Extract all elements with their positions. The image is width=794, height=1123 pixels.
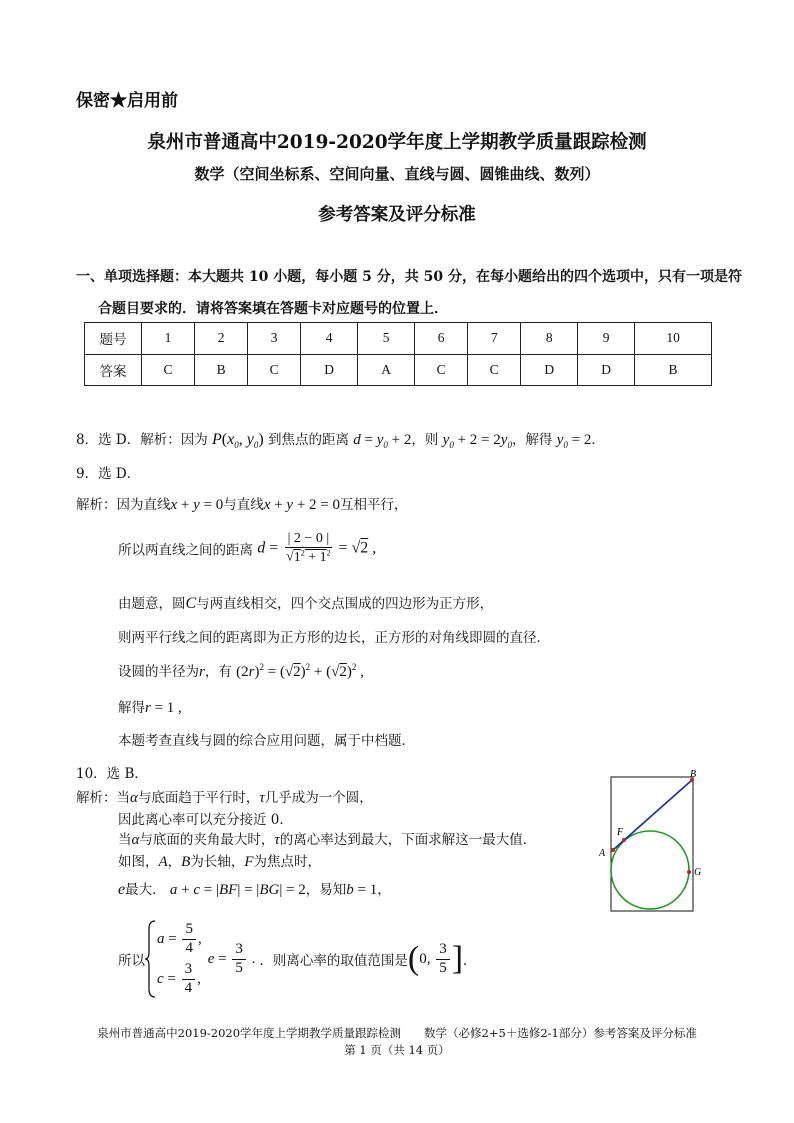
q10-interval: ( 0, $\frac{3}{5}$ ] bbox=[407, 940, 464, 977]
doc-title: 参考答案及评分标准 bbox=[318, 205, 476, 225]
point-f bbox=[622, 838, 626, 842]
q10-text: 的离心率达到最大，下面求解这一最大值． bbox=[279, 832, 537, 848]
label-g: G bbox=[694, 867, 702, 878]
q8-formula-d: $d = y_0 + 2$ bbox=[353, 432, 412, 450]
figure-frame bbox=[611, 777, 693, 911]
table-cell: 7 bbox=[468, 323, 521, 355]
table-header-cell: 答案 bbox=[85, 354, 142, 386]
q10-line1 bbox=[76, 786, 373, 807]
q9-line7: 本题考查直线与圆的综合应用问题，属于中档题． bbox=[118, 733, 415, 749]
table-cell: C bbox=[248, 354, 301, 386]
q10-formula: b = 1 bbox=[346, 882, 378, 898]
q9-text: 与直线 bbox=[223, 497, 264, 513]
q9-fraction: $\frac{| 2 - 0 |}{√1^2 + 1^2}$ bbox=[286, 531, 331, 565]
q10-text: 为焦点时， bbox=[253, 854, 322, 870]
q9-formula: x + y + 2 = 0 bbox=[263, 497, 341, 513]
table-row-answers bbox=[85, 354, 712, 386]
figure-circle bbox=[611, 831, 689, 909]
q10-text: 解析：当 bbox=[76, 790, 130, 806]
table-cell: D bbox=[521, 354, 578, 386]
q9-head: 9．选 D． bbox=[76, 466, 141, 482]
q8-formula-eq: $y_0 + 2 = 2y_0$ bbox=[442, 432, 512, 450]
q9-formula: r bbox=[199, 664, 205, 680]
q10-alpha: α bbox=[130, 790, 138, 806]
q8-text-b: 到焦点的距离 bbox=[267, 432, 349, 448]
q8-text-a: 8．选 D．解析：因为 bbox=[76, 432, 208, 448]
point-g bbox=[687, 870, 691, 874]
table-header-cell: 题号 bbox=[85, 323, 142, 355]
q9-formula: r = 1 , bbox=[145, 700, 182, 716]
table-row-numbers bbox=[85, 323, 712, 355]
q8-formula-result: $y_0 = 2$ bbox=[556, 432, 592, 450]
q9-text: 解析：因为直线 bbox=[76, 497, 171, 513]
q10-text: ． bbox=[463, 953, 477, 969]
label-a: A bbox=[599, 848, 606, 859]
q10-text: 与底面趋于平行时， bbox=[137, 790, 260, 806]
answer-table bbox=[84, 322, 712, 386]
secret-label: 保密★启用前 bbox=[76, 91, 178, 111]
q9-line4: 则两平行线之间的距离即为正方形的边长，正方形的对角线即圆的直径． bbox=[118, 630, 550, 646]
q9-line6 bbox=[118, 696, 182, 717]
q8-point: $P(x_0$, $y_0$) bbox=[212, 431, 264, 451]
table-cell: 5 bbox=[358, 323, 415, 355]
subject-line: 数学（空间坐标系、空间向量、直线与圆、圆锥曲线、数列） bbox=[194, 165, 600, 183]
q10-text: ．则离心率的取值范围是 bbox=[259, 953, 408, 969]
table-cell: 6 bbox=[415, 323, 468, 355]
q10-text: 最大． bbox=[125, 882, 166, 898]
q9-text: 所以两直线之间的距离 bbox=[118, 542, 253, 559]
q10-line2: 因此离心率可以充分接近 0． bbox=[118, 812, 293, 828]
q10-system: a = $\frac{5}{4}$ , c = $\frac{3}{4}$ , bbox=[157, 921, 202, 996]
q9-line1 bbox=[76, 493, 408, 514]
q9-formula: x + y = 0 bbox=[170, 497, 224, 513]
table-cell: 4 bbox=[301, 323, 358, 355]
q9-formula: d = bbox=[257, 539, 279, 557]
table-cell: C bbox=[468, 354, 521, 386]
q10-line3 bbox=[118, 828, 536, 849]
page-title: 泉州市普通高中2019-2020学年度上学期教学质量跟踪检测 bbox=[147, 132, 647, 153]
point-a bbox=[611, 848, 615, 852]
q9-circle-c: C bbox=[185, 595, 197, 612]
q10-e: e bbox=[118, 881, 126, 898]
q9-line2: 所以两直线之间的距离 d = $\frac{| 2 - 0 |}{√1^2 + 1^2}$ = √2 , bbox=[118, 531, 377, 565]
q10-e-value: e = $\frac{3}{5}$ . bbox=[207, 941, 256, 976]
q10-alpha: α bbox=[131, 832, 140, 848]
q10-line4: 如图，A，B为长轴，F为焦点时， bbox=[118, 854, 322, 870]
q10-text: 当 bbox=[118, 832, 132, 848]
q10-text: 为长轴， bbox=[190, 854, 245, 870]
q9-text: 设圆的半径为 bbox=[118, 664, 199, 680]
q8-solution bbox=[76, 428, 605, 450]
q10-text: ，易知 bbox=[305, 882, 347, 898]
table-cell: D bbox=[301, 354, 358, 386]
ellipse-figure bbox=[596, 768, 714, 914]
q10-line5: e最大． a + c = |BF| = |BG| = 2，易知b = 1， bbox=[118, 881, 391, 898]
q10-text: 如图， bbox=[118, 854, 159, 870]
table-cell: 3 bbox=[248, 323, 301, 355]
q10-head: 10．选 B． bbox=[76, 766, 148, 782]
q10-label: A bbox=[158, 854, 168, 870]
table-cell: C bbox=[415, 354, 468, 386]
label-f: F bbox=[617, 827, 624, 838]
table-cell: 1 bbox=[142, 323, 195, 355]
q8-text-c: ，则 bbox=[411, 432, 439, 448]
section1-line1: 一、单项选择题：本大题共 10 小题，每小题 5 分，共 50 分，在每小题给出的四个选项中，只有一项是符 bbox=[76, 269, 742, 285]
q9-line5 bbox=[118, 660, 364, 681]
q10-text: 与底面的夹角最大时， bbox=[139, 832, 275, 848]
q9-text: ，有 bbox=[204, 664, 232, 680]
q9-text: 互相平行， bbox=[340, 497, 408, 513]
q10-text: 几乎成为一个圆， bbox=[264, 790, 373, 806]
table-cell: B bbox=[195, 354, 248, 386]
q9-text: 解得 bbox=[118, 700, 145, 716]
footer-line1: 泉州市普通高中2019-2020学年度上学期教学质量跟踪检测 数学（必修2+5＋选修2-1部分）参考答案及评分标准 bbox=[97, 1026, 697, 1040]
q9-formula: $(2r)^2 = (√2)^2 + (√2)^2$ , bbox=[236, 662, 364, 680]
table-cell: 2 bbox=[195, 323, 248, 355]
q10-label: F bbox=[244, 854, 254, 870]
q10-line6 bbox=[118, 918, 477, 1000]
table-cell: 9 bbox=[578, 323, 635, 355]
section1-line2: 合题目要求的．请将答案填在答题卡对应题号的位置上． bbox=[98, 301, 448, 317]
table-cell: A bbox=[358, 354, 415, 386]
q10-tau: τ bbox=[274, 832, 280, 848]
table-cell: 10 bbox=[635, 323, 712, 355]
q10-tau: τ bbox=[259, 790, 265, 806]
table-cell: C bbox=[142, 354, 195, 386]
q8-text-d: ，解得 bbox=[511, 432, 553, 448]
q9-line3 bbox=[118, 592, 493, 613]
table-cell: B bbox=[635, 354, 712, 386]
q8-text-e: ． bbox=[591, 432, 605, 448]
q9-text: 与两直线相交，四个交点围成的四边形为正方形， bbox=[196, 596, 494, 612]
footer-page-number: 第 1 页（共 14 页） bbox=[344, 1043, 450, 1057]
label-b: B bbox=[690, 769, 697, 780]
left-brace-icon bbox=[145, 919, 157, 999]
q10-label: B bbox=[181, 854, 191, 870]
q10-formula: a + c = |BF| = |BG| = 2 bbox=[169, 882, 306, 898]
q10-text: 所以 bbox=[118, 953, 145, 969]
table-cell: 8 bbox=[521, 323, 578, 355]
table-cell: D bbox=[578, 354, 635, 386]
q9-text: 由题意，圆 bbox=[118, 596, 186, 612]
